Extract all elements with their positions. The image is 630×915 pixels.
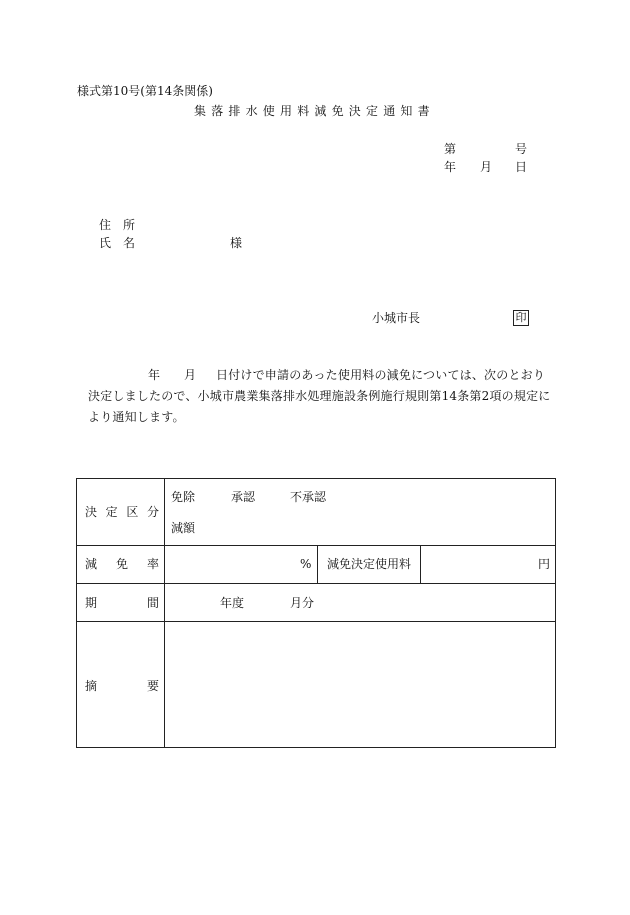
body-text [88, 365, 552, 428]
row-divider [77, 545, 555, 546]
summary-label-char: 要 [146, 679, 159, 693]
column-divider [317, 545, 318, 583]
period-fiscal-year: 年度 [220, 596, 245, 610]
row-divider [77, 583, 555, 584]
column-divider [164, 479, 165, 747]
rate-unit: % [300, 557, 312, 571]
date-day-label: 日 [515, 160, 528, 174]
decision-table [76, 478, 556, 748]
document-number-suffix: 号 [515, 142, 528, 156]
form-number: 様式第10号(第14条関係) [77, 84, 213, 98]
decision-label [85, 505, 159, 519]
address-label: 住 所 [99, 218, 136, 232]
option-approve[interactable]: 承認 [231, 490, 256, 504]
fee-label: 減免決定使用料 [327, 557, 412, 571]
rate-label-char: 免 [115, 557, 128, 571]
honorific: 様 [230, 236, 243, 250]
option-reject[interactable]: 不承認 [290, 490, 327, 504]
period-month: 月分 [290, 596, 315, 610]
decision-label-char: 区 [126, 505, 139, 519]
option-exempt[interactable]: 免除 [171, 490, 196, 504]
issuer-title: 小城市長 [372, 311, 421, 325]
decision-label-char: 分 [146, 505, 159, 519]
period-label-char: 期 [85, 596, 98, 610]
seal-stamp: 印 [513, 310, 529, 326]
summary-label [85, 679, 159, 693]
column-divider [420, 545, 421, 583]
summary-label-char: 摘 [85, 679, 98, 693]
period-label-char: 間 [146, 596, 159, 610]
body-month: 月 [184, 368, 197, 382]
body-text-content: 日付けで申請のあった使用料の減免については、次のとおり決定しましたので、小城市農業集落排水処理施設条例施行規則第14条第2項の規定により通知します。 [88, 368, 551, 424]
document-title: 集落排水使用料減免決定通知書 [194, 104, 435, 118]
date-year-label: 年 [444, 160, 457, 174]
option-reduce[interactable]: 減額 [171, 521, 196, 535]
body-year: 年 [148, 368, 161, 382]
rate-label [85, 557, 159, 571]
document-number-prefix: 第 [444, 142, 457, 156]
period-label [85, 596, 159, 610]
rate-label-char: 減 [85, 557, 98, 571]
fee-unit: 円 [538, 557, 551, 571]
name-label: 氏 名 [99, 236, 136, 250]
decision-label-char: 定 [105, 505, 118, 519]
rate-label-char: 率 [146, 557, 159, 571]
decision-label-char: 決 [85, 505, 98, 519]
row-divider [77, 621, 555, 622]
date-month-label: 月 [480, 160, 493, 174]
